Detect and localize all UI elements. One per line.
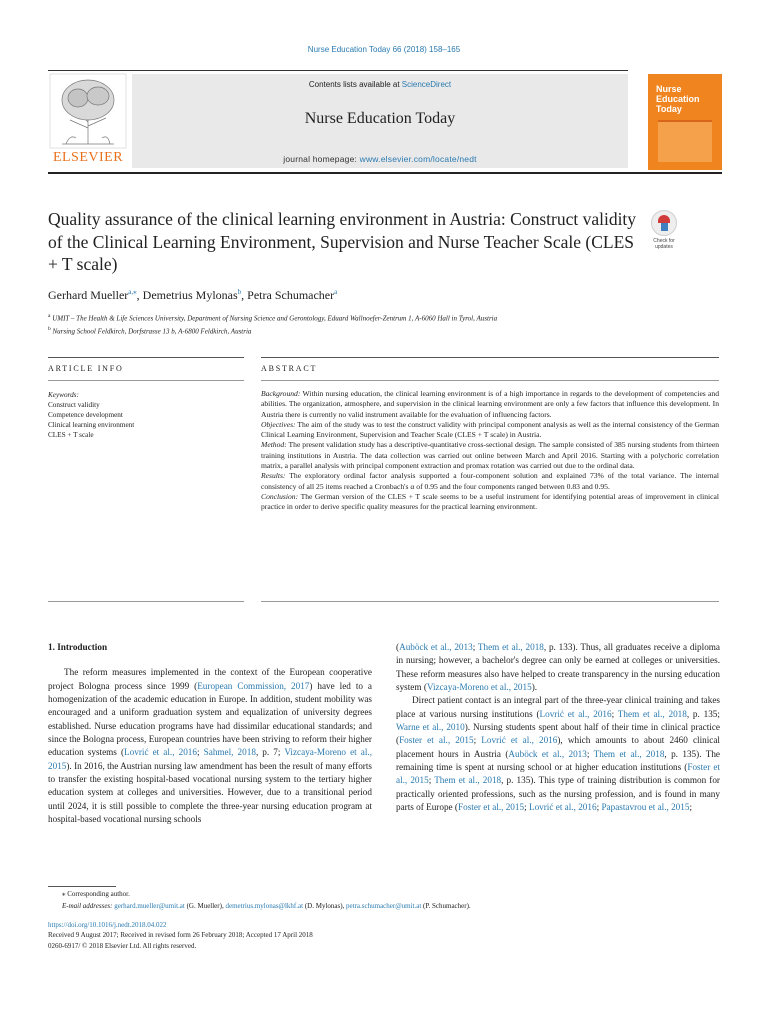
citation-link[interactable]: Lovrić et al., 2016 [528, 802, 597, 813]
section-heading: 1. Introduction [48, 642, 108, 652]
doi-link[interactable]: https://doi.org/10.1016/j.nedt.2018.04.022 [48, 921, 167, 929]
homepage-line [132, 154, 628, 164]
cover-title: Nurse Education Today [656, 84, 700, 114]
body-text: ; [596, 802, 602, 813]
citation-link[interactable]: Papastavrou et al., 2015 [601, 802, 690, 813]
citation-link[interactable]: Them et al., 2018 [593, 748, 665, 759]
copyright-line: 0260-6917/ © 2018 Elsevier Ltd. All rights reserved. [48, 941, 197, 950]
author-name[interactable]: Demetrius Mylonas [142, 288, 238, 302]
body-text: , p. 7; [255, 747, 285, 758]
homepage-prefix: journal homepage: [283, 154, 360, 164]
keyword: Construct validity [48, 401, 100, 409]
email-owner: (G. Mueller), [184, 901, 226, 910]
citation-link[interactable]: Them et al., 2018 [434, 775, 502, 786]
article-metadata [48, 920, 718, 951]
body-text: Direct patient contact is an integral part of the three-year clinical training and takes place at various nursing institutions ( [396, 695, 720, 719]
email-label: E-mail addresses: [62, 901, 115, 910]
citation-link[interactable]: Sahmel, 2018 [203, 747, 256, 758]
body-text: ; [472, 642, 478, 652]
abstract-text: The exploratory ordinal factor analysis supported a four-component solution and explained 73% of the total variance. The internal consistency of all 25 items reached a Cronbach's α of 0.95 and the four components ranged between 0.83 and 0.95. [261, 471, 719, 491]
abstract-label: Background: [261, 389, 301, 398]
sciencedirect-link[interactable]: ScienceDirect [401, 80, 452, 89]
affiliation-text: Nursing School Feldkirch, Dorfstrasse 13 b, A-6800 Feldkirch, Austria [52, 327, 252, 336]
abstract-method [261, 440, 719, 471]
header-rule-thick [48, 172, 722, 174]
email-owner: (D. Mylonas), [303, 901, 347, 910]
keyword: Clinical learning environment [48, 421, 135, 429]
elsevier-tree-icon [48, 72, 128, 150]
body-text: The reform measures implemented in the context of the European cooperative project Bologna process since 1999 ( [48, 667, 372, 691]
journal-cover-image[interactable] [648, 74, 722, 170]
homepage-link[interactable]: www.elsevier.com/locate/nedt [359, 154, 477, 164]
body-paragraph [396, 694, 720, 814]
body-text: ), which amounts to about 2460 clinical placement hours in Austria ( [396, 735, 720, 759]
affiliation-sup: a [48, 313, 51, 319]
affiliations [48, 311, 708, 338]
abstract-results [261, 471, 719, 492]
author-name[interactable]: Gerhard Mueller [48, 288, 129, 302]
author-sup[interactable]: a [334, 288, 338, 296]
keywords-label: Keywords: [48, 391, 79, 399]
footnotes [48, 889, 718, 912]
author-sup[interactable]: a,⁎ [128, 288, 137, 296]
email-addresses [48, 901, 718, 913]
check-for-updates-badge[interactable] [644, 210, 684, 258]
corresponding-author-note: ⁎ Corresponding author. [62, 890, 130, 898]
left-paragraphs [48, 666, 372, 826]
citation-link[interactable]: Auböck et al., 2013 [508, 748, 587, 759]
body-text: ) have led to a homogenization of the academic education in Europe. In addition, student mobility was encouraged and a uniform graduation system and equalization of university degrees established. Nurse education programs have had dissimilar educational standards; and since the Bologna process, European countries have been striving to reform their higher education systems ( [48, 680, 372, 758]
contents-line [132, 80, 628, 89]
abstract-subrule [261, 380, 719, 381]
body-column-left [48, 641, 372, 826]
abstract-text: The present validation study has a descriptive-quantitative cross-sectional design. The sample consisted of 385 nursing students from thirteen training institutions in Austria. The data collection was carried out online between March and April 2016. Starting with a polychoric correlation matrix, a parallel analysis with principal component extraction and promax rotation was carried out due to the ordinal data. [261, 440, 719, 471]
article-title: Quality assurance of the clinical learning environment in Austria: Construct validity of the Clinical Learning Environment, Supervision and Nurse Teacher Scale (CLES + T scale) [48, 209, 637, 274]
abstract-heading: ABSTRACT [261, 364, 318, 373]
body-text: , p. 135). The remaining time is spent at nursing school or at higher education institutions ( [396, 748, 720, 773]
abstract-text: The aim of the study was to test the construct validity with principal component analysis as well as the internal consistency of the German Clinical Learning Environment, Supervision and Teacher Scale (CLES + T scale) in Austria. [261, 419, 719, 440]
author-list: Gerhard Mueller$^{a,⁎}$, Demetrius Mylonas$^b$, Petra Schumacher$^a$ [48, 288, 338, 302]
affiliation-text: UMIT – The Health & Life Sciences University, Department of Nursing Science and Gerontology, Eduard Wallnoefer-Zentrum 1, A-6060 Hall in Tyrol, Austria [52, 314, 498, 323]
abstract-objectives [261, 420, 719, 441]
abstract-text: The German version of the CLES + T scale seems to be a useful instrument for identifying potential areas of improvement in clinical practice in order to derive specific quality measures for the practical learning environment. [261, 491, 719, 512]
abstract-bottom-rule [261, 601, 719, 602]
author-name[interactable]: Petra Schumacher [247, 288, 335, 302]
citation-link[interactable]: Vizcaya-Moreno et al., 2015 [426, 682, 532, 693]
abstract-conclusion [261, 492, 719, 513]
body-paragraph [48, 666, 372, 826]
journal-header [48, 72, 722, 170]
elsevier-logo[interactable] [48, 72, 128, 167]
keyword: Competence development [48, 411, 123, 419]
body-text: ). In 2016, the Austrian nursing law amendment has been the result of many efforts to transfer the existing hospital-based vocational nursing system to the tertiary higher education system at colleges and universities. However, due to a transitional period until 2024, it is still possible to complete the three-year nursing education program at hospital-based vocational nursing schools [48, 760, 372, 825]
email-link[interactable]: gerhard.mueller@umit.at [114, 901, 185, 910]
citation-link[interactable]: Vizcaya-Moreno et al., 2015 [48, 747, 373, 771]
affiliation-sup: b [48, 326, 51, 333]
email-link[interactable]: demetrius.mylonas@lkhf.at [225, 901, 304, 910]
abstract-text: Within nursing education, the clinical learning environment is of a high importance in regards to the development of competencies and abilities. The organization, atmosphere, and supervision in the clinical learning environment are only a few factors that influence this development. In Austria there is currently no valid instrument available for the evaluation of influencing factors. [261, 389, 719, 419]
article-info-bottom-rule [48, 601, 244, 602]
abstract-label: Conclusion: [261, 491, 299, 501]
body-text: ). [531, 682, 538, 693]
author-sup[interactable]: b [237, 288, 242, 296]
received-dates: Received 9 August 2017; Received in revised form 26 February 2018; Accepted 17 April 2018 [48, 931, 313, 940]
citation-link[interactable]: Them et al., 2018 [617, 708, 687, 719]
body-text: ; [586, 748, 594, 759]
citation-link[interactable]: Warne et al., 2010 [396, 722, 465, 733]
citation-link[interactable]: Foster et al., 2015 [458, 802, 525, 813]
citation-link[interactable]: European Commission, 2017 [197, 680, 310, 691]
abstract-label: Results: [261, 471, 286, 481]
body-text: ; [196, 747, 204, 758]
citation-link[interactable]: Foster et al., 2015 [396, 762, 720, 786]
citation-link[interactable]: Lovrić et al., 2016 [481, 735, 558, 746]
body-text: , p. 135). This type of training distribution is common for practically oriented professions, such as the nursing profession, and is found in many parts of Europe ( [396, 775, 720, 813]
body-text: ; [428, 775, 435, 786]
crossmark-icon [651, 210, 677, 236]
body-text: , p. 133). Thus, all graduates receive a diploma in nursing; however, a bachelor's degree can only be earned at colleges or universities. These reform measures also have helped to create transparency in the nursing education system ( [396, 642, 721, 693]
citation-link[interactable]: Lovrić et al., 2016 [539, 708, 612, 719]
cover-artwork [658, 120, 712, 162]
article-info-subrule [48, 380, 244, 381]
citation-link[interactable]: Foster et al., 2015 [399, 735, 474, 746]
body-text: ; [611, 708, 618, 719]
article-info-rule [48, 357, 244, 358]
citation-link[interactable]: Lovrić et al., 2016 [124, 747, 197, 758]
journal-banner [132, 74, 628, 168]
check-updates-label: Check for updates [653, 238, 675, 250]
citation-link[interactable]: Them et al., 2018 [477, 642, 544, 652]
body-paragraph [396, 641, 720, 694]
contents-prefix: Contents lists available at [308, 80, 402, 89]
right-paragraphs [396, 641, 720, 814]
journal-citation[interactable]: Nurse Education Today 66 (2018) 158–165 [307, 45, 461, 54]
body-text: , p. 135; [686, 708, 720, 719]
keywords-block [48, 390, 244, 440]
header-rule [48, 70, 628, 71]
affiliation [48, 324, 708, 337]
keyword: CLES + T scale [48, 431, 94, 439]
abstract-background [261, 389, 719, 420]
body-column-right [396, 641, 720, 814]
abstract-rule [261, 357, 719, 358]
journal-title: Nurse Education Today [304, 110, 456, 127]
body-text: ( [396, 642, 400, 652]
body-text: ). Nursing students spent about half of their time in clinical practice ( [396, 722, 720, 746]
citation-link[interactable]: Auböck et al., 2013 [399, 642, 473, 652]
article-info-heading: ARTICLE INFO [48, 364, 124, 373]
body-text: ; [473, 735, 482, 746]
email-owner: (P. Schumacher). [421, 901, 471, 910]
email-link[interactable]: petra.schumacher@umit.at [346, 901, 422, 910]
elsevier-wordmark: ELSEVIER [52, 150, 124, 165]
footnote-rule [48, 886, 116, 887]
abstract-label: Objectives: [261, 419, 296, 429]
abstract-label: Method: [261, 440, 287, 450]
body-text: ; [689, 802, 693, 813]
body-text: ; [524, 802, 529, 813]
affiliation [48, 311, 708, 324]
abstract-body [261, 389, 719, 513]
